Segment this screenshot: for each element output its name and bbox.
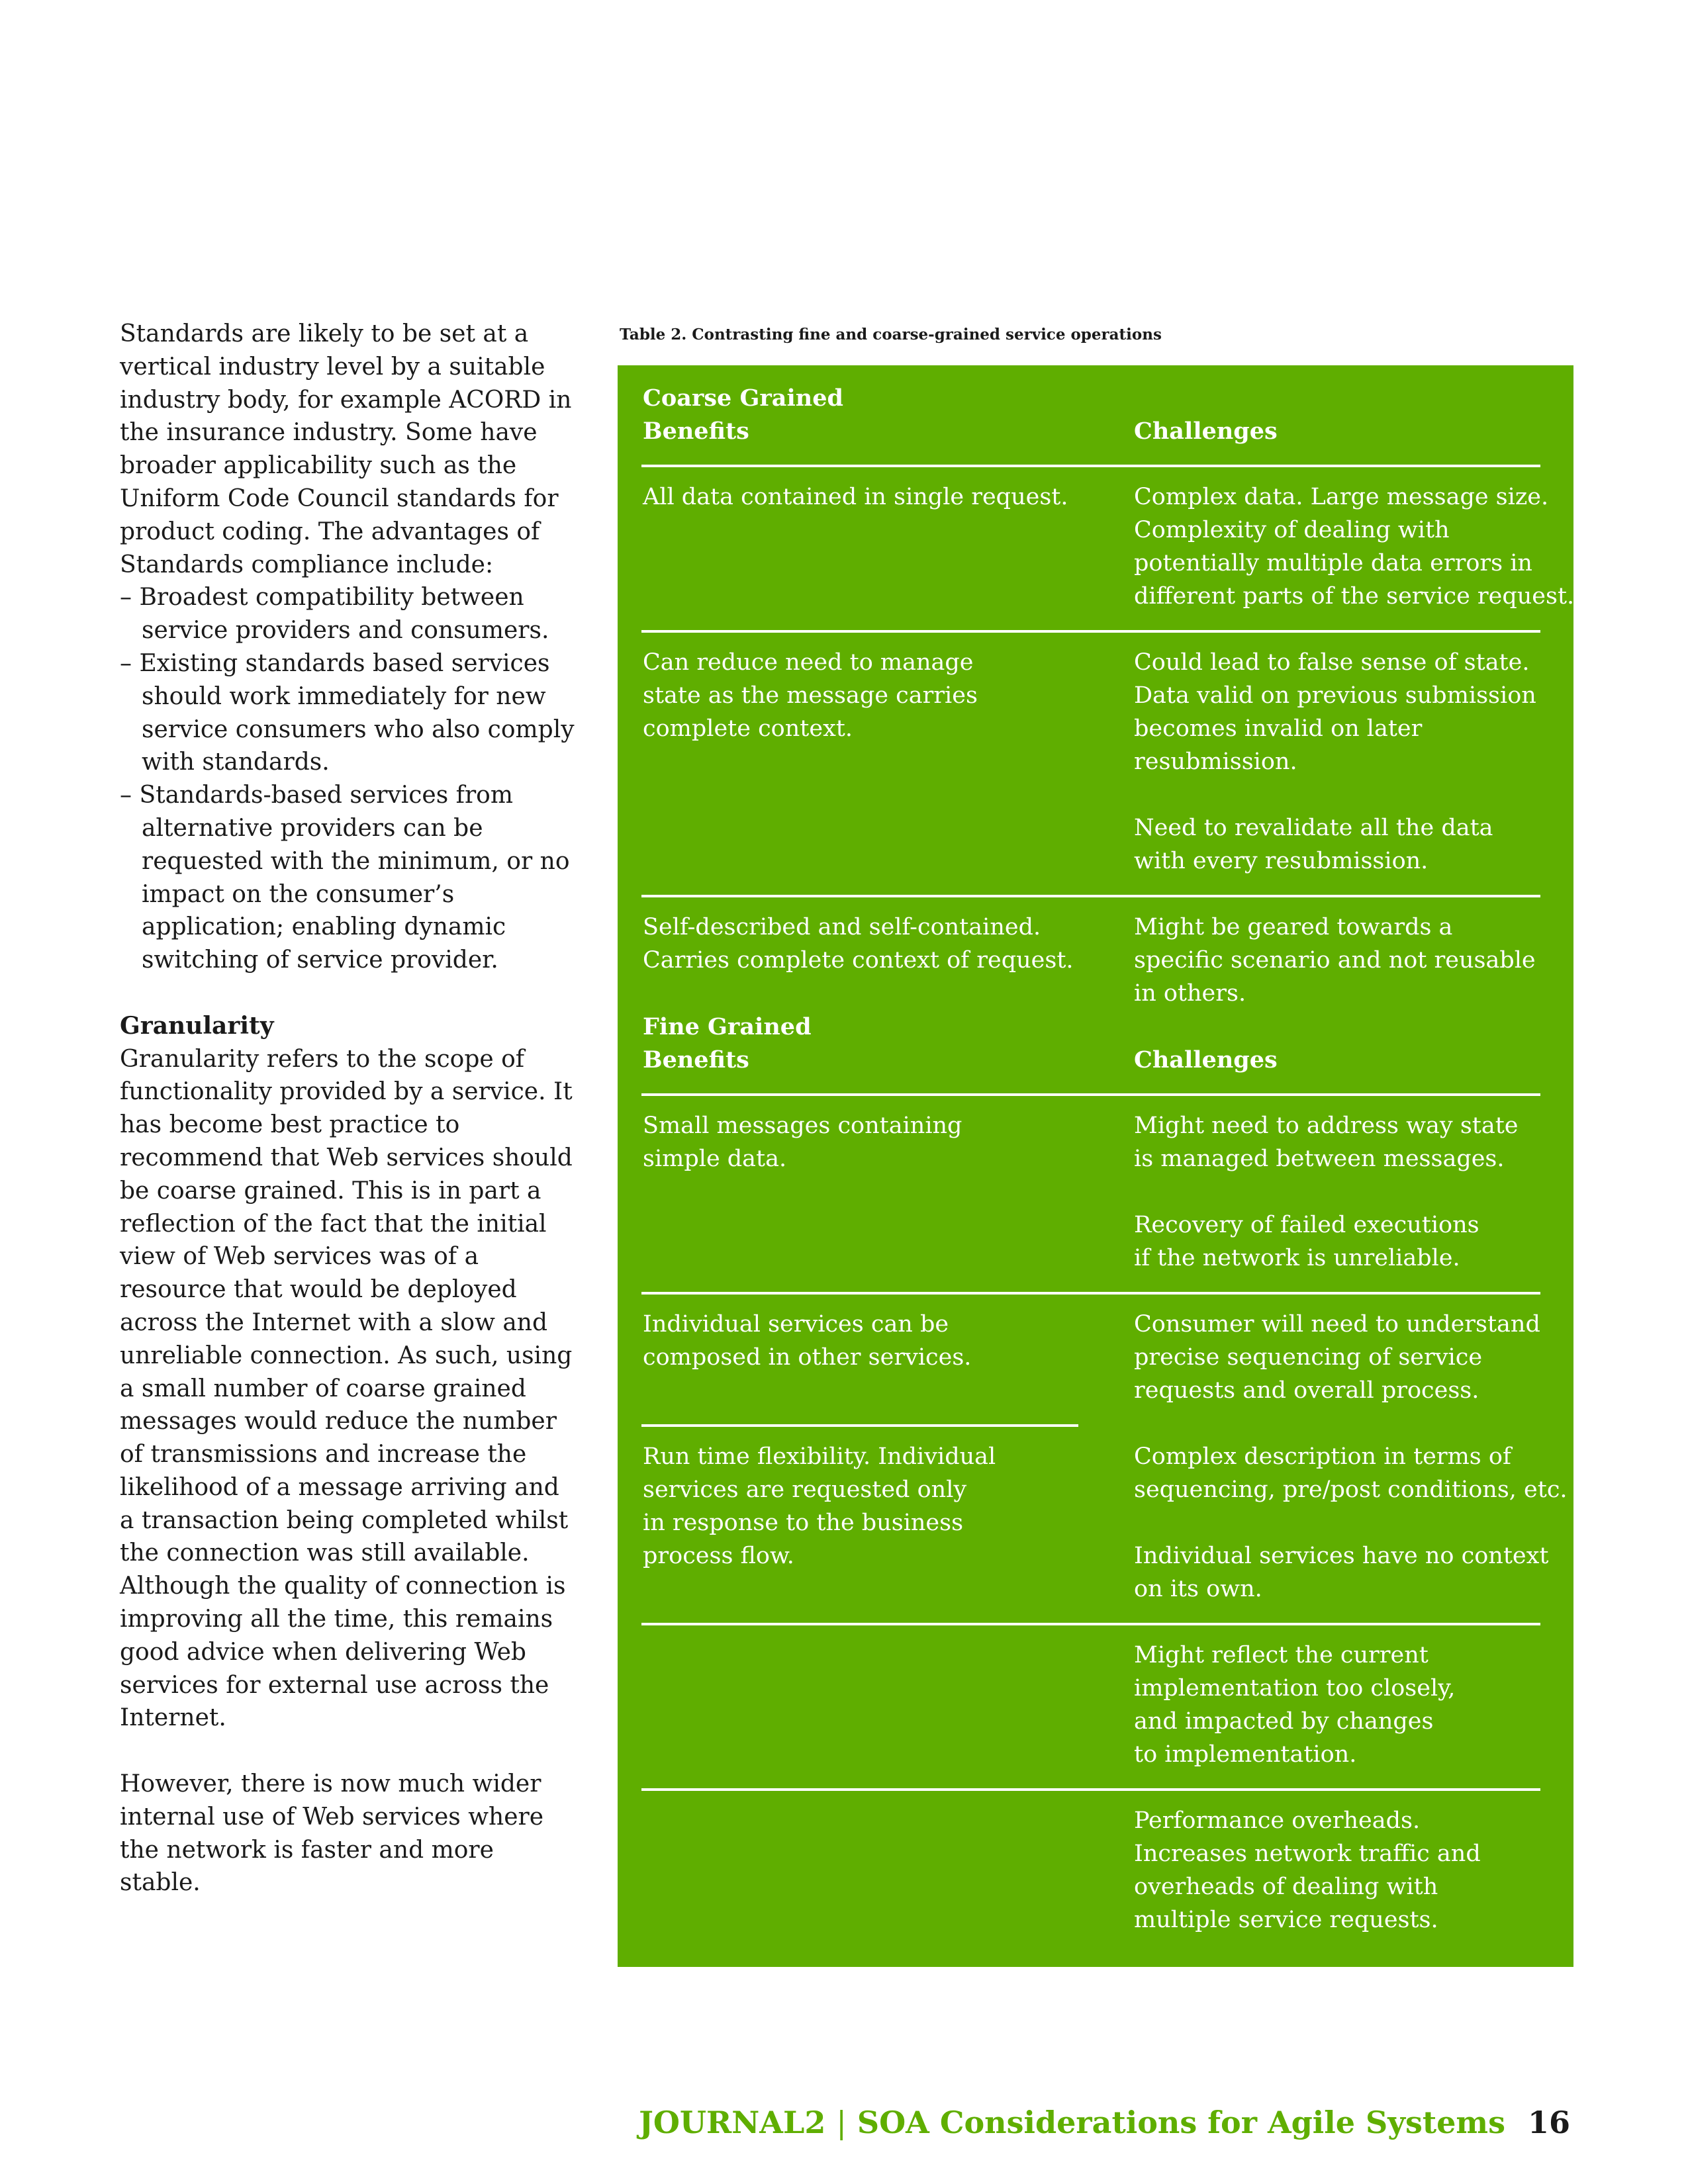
- table-cell: Can reduce need to manage: [643, 649, 974, 676]
- table-cell: on its own.: [1134, 1576, 1262, 1602]
- table-divider: [641, 1292, 1540, 1295]
- table-cell: Consumer will need to understand: [1134, 1311, 1540, 1338]
- fine-grained-title: Fine Grained: [643, 1013, 812, 1040]
- journal-brand: JOURNAL2: [639, 2105, 826, 2140]
- table-cell: Individual services have no context: [1134, 1543, 1549, 1569]
- table-cell: Data valid on previous submission: [1134, 682, 1536, 709]
- table-cell: Run time flexibility. Individual: [643, 1443, 996, 1470]
- table-cell: if the network is unreliable.: [1134, 1245, 1460, 1271]
- table-divider: [641, 630, 1540, 633]
- table-cell: Might need to address way state: [1134, 1113, 1519, 1139]
- table-cell: with every resubmission.: [1134, 848, 1429, 874]
- intro-paragraph: Standards are likely to be set at a vertical industry level by a suitable industry body, for example ACORD in the insurance industry. Some have broader applicability such as the Uniform Code Council standards for product coding. The advantages of Standards compliance include:: [120, 320, 572, 578]
- challenges-header: Challenges: [1134, 1046, 1278, 1073]
- table-cell: different parts of the service request.: [1134, 583, 1575, 610]
- table-cell: state as the message carries: [643, 682, 978, 709]
- table-cell: Complex data. Large message size.: [1134, 484, 1549, 510]
- table-cell: complete context.: [643, 715, 853, 742]
- table-cell: Could lead to false sense of state.: [1134, 649, 1530, 676]
- table-cell: Complexity of dealing with: [1134, 517, 1450, 543]
- table-cell: Carries complete context of request.: [643, 947, 1074, 974]
- table-divider: [641, 1424, 1078, 1427]
- table-cell: simple data.: [643, 1146, 787, 1172]
- table-divider: [641, 1788, 1540, 1791]
- body-column: [120, 318, 577, 1899]
- coarse-grained-title: Coarse Grained: [643, 385, 843, 412]
- page-footer: [639, 2105, 1570, 2140]
- table-cell: requests and overall process.: [1134, 1377, 1479, 1404]
- table-cell: sequencing, pre/post conditions, etc.: [1134, 1477, 1568, 1503]
- table-divider: [641, 895, 1540, 897]
- table-cell: Self-described and self-contained.: [643, 914, 1041, 940]
- table-cell: Increases network traffic and: [1134, 1841, 1481, 1867]
- footer-separator: |: [836, 2105, 847, 2140]
- table-cell: Might be geared towards a: [1134, 914, 1453, 940]
- table-cell: services are requested only: [643, 1477, 967, 1503]
- table-cell: Might reflect the current: [1134, 1642, 1429, 1668]
- table-cell: potentially multiple data errors in: [1134, 550, 1532, 576]
- table-cell: composed in other services.: [643, 1344, 972, 1371]
- table-cell: All data contained in single request.: [643, 484, 1068, 510]
- list-item: – Existing standards based services should work immediately for new service consumers who also comply with standards.: [120, 649, 575, 776]
- table-cell: in response to the business: [643, 1510, 964, 1536]
- table-cell: resubmission.: [1134, 749, 1297, 775]
- table-cell: overheads of dealing with: [1134, 1874, 1438, 1900]
- table-cell: implementation too closely,: [1134, 1675, 1456, 1702]
- table-cell: Individual services can be: [643, 1311, 949, 1338]
- table-divider: [641, 1093, 1540, 1096]
- table-cell: is managed between messages.: [1134, 1146, 1505, 1172]
- granularity-paragraph: Granularity refers to the scope of functionality provided by a service. It has become best practice to recommend that Web services should be coarse grained. This is in part a reflection of the fact that the initial view of Web services was of a resource that would be deployed across the Internet with a slow and unreliable connection. As such, using a small number of coarse grained messages would reduce the number of transmissions and increase the likelihood of a message arriving and a transaction being completed whilst the connection was still available. Although the quality of connection is improving all the time, this remains good advice when delivering Web services for external use across the Internet.: [120, 1045, 573, 1732]
- list-item: – Broadest compatibility between service providers and consumers.: [120, 584, 549, 645]
- table-cell: in others.: [1134, 980, 1246, 1007]
- article-title: SOA Considerations for Agile Systems: [857, 2105, 1505, 2140]
- table-cell: process flow.: [643, 1543, 794, 1569]
- benefits-header: Benefits: [643, 418, 749, 445]
- table-cell: Small messages containing: [643, 1113, 962, 1139]
- table-cell: Recovery of failed executions: [1134, 1212, 1479, 1238]
- challenges-header: Challenges: [1134, 418, 1278, 445]
- table-cell: to implementation.: [1134, 1741, 1357, 1768]
- comparison-table: [618, 365, 1573, 1967]
- table-cell: Performance overheads.: [1134, 1807, 1421, 1834]
- table-cell: specific scenario and not reusable: [1134, 947, 1536, 974]
- table-cell: precise sequencing of service: [1134, 1344, 1483, 1371]
- granularity-heading: Granularity: [120, 1011, 274, 1040]
- granularity-paragraph-2: However, there is now much wider internal use of Web services where the network is faster and more stable.: [120, 1770, 544, 1897]
- list-item: – Standards-based services from alternative providers can be requested with the minimum, or no impact on the consumer’s application; enabling dynamic switching of service provider.: [120, 782, 570, 974]
- table-cell: multiple service requests.: [1134, 1907, 1438, 1933]
- table-divider: [641, 465, 1540, 467]
- table-cell: becomes invalid on later: [1134, 715, 1423, 742]
- table-cell: Need to revalidate all the data: [1134, 815, 1493, 841]
- table-cell: and impacted by changes: [1134, 1708, 1434, 1735]
- advantages-list: [120, 581, 577, 977]
- page-number: 16: [1527, 2105, 1570, 2140]
- table-divider: [641, 1623, 1540, 1625]
- benefits-header: Benefits: [643, 1046, 749, 1073]
- table-cell: Complex description in terms of: [1134, 1443, 1511, 1470]
- table-caption: Table 2. Contrasting fine and coarse-grained service operations: [620, 326, 1162, 343]
